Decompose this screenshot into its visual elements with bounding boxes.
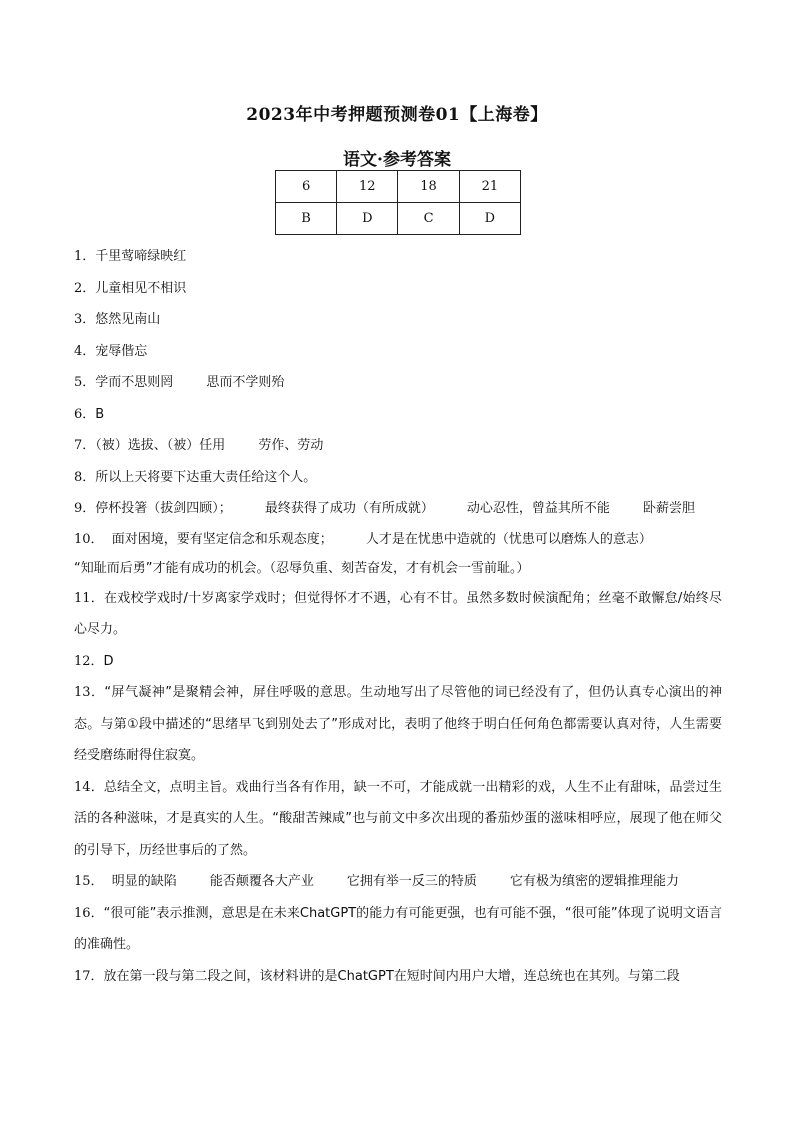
answer-item: [74, 646, 722, 678]
answer-item: [74, 367, 722, 399]
answer-number: 10．: [74, 531, 104, 547]
answer-text: “知耻而后勇”才能有成功的机会。（忍辱负重、刻苦奋发，才有机会一雪前耻。）: [74, 560, 530, 576]
answer-item: [74, 866, 722, 898]
answer-number: 3．: [74, 312, 96, 327]
answer-item: [74, 273, 722, 305]
answer-item: [74, 525, 722, 554]
answer-text: 总结全文，点明主旨。戏曲行当各有作用，缺一不可，才能成就一出精彩的戏，人生不止有甜味，品尝过生活的各种滋味，才是真实的人生。“酸甜苦辣咸”也与前文中多次出现的番茄炒蛋的滋味相呼应，展现了他在师父的引导下，历经世事后的了然。: [74, 779, 722, 858]
table-cell: 12: [337, 171, 398, 203]
answer-item: [74, 961, 722, 993]
answer-table: [275, 170, 521, 235]
answer-number: 8．: [74, 469, 96, 485]
answer-number: 9．: [74, 501, 96, 516]
table-cell: B: [276, 203, 337, 235]
page-title: 2023年中考押题预测卷01【上海卷】: [246, 105, 548, 125]
answer-text: 明显的缺陷 能否颠覆各大产业 它拥有举一反三的特质 它有极为缜密的逻辑推理能力: [103, 874, 679, 889]
table-row-question-numbers: [276, 171, 521, 203]
table-row-answers: [276, 203, 521, 235]
answer-text: 面对困境，要有坚定信念和乐观态度； 人才是在忧患中造就的（忧患可以磨炼人的意志）: [103, 531, 652, 547]
answer-text: 停杯投箸（拔剑四顾）； 最终获得了成功（有所成就） 动心忍性，曾益其所不能 卧薪尝胆: [95, 501, 695, 516]
table-cell: D: [459, 203, 520, 235]
answer-number: 14．: [74, 779, 104, 795]
answer-text: 学而不思则罔 思而不学则殆: [95, 375, 285, 390]
answer-item-continuation: [74, 554, 722, 583]
answer-text: 所以上天将要下达重大责任给这个人。: [95, 469, 317, 485]
answer-item: [74, 772, 722, 867]
answer-text: “屏气凝神”是聚精会神，屏住呼吸的意思。生动地写出了尽管他的词已经没有了，但仍认真专心演出的神态。与第①段中描述的“思绪早飞到别处去了”形成对比，表明了他终于明白任何角色都需要认真对待，人生需要经受磨练耐得住寂寞。: [74, 685, 722, 763]
page-subtitle: 语文·参考答案: [343, 150, 451, 170]
answer-text: 悠然见南山: [95, 312, 161, 327]
answer-text: D: [103, 653, 114, 669]
table-cell: 21: [459, 171, 520, 203]
table-cell: 18: [398, 171, 459, 203]
answer-number: 4．: [74, 343, 96, 359]
answer-number: 7．: [74, 438, 96, 453]
answer-number: 17．: [74, 968, 104, 984]
answer-number: 1．: [74, 249, 96, 264]
answer-item: [74, 898, 722, 961]
answer-number: 12．: [74, 653, 104, 669]
table-cell: 6: [276, 171, 337, 203]
answer-item: [74, 583, 722, 646]
table-cell: D: [337, 203, 398, 235]
answer-number: 5．: [74, 375, 96, 390]
answer-item: [74, 241, 722, 273]
answer-text: 千里莺啼绿映红: [95, 249, 187, 264]
answer-item: [74, 399, 722, 431]
answer-number: 15．: [74, 874, 104, 889]
answer-text: 儿童相见不相识: [95, 280, 187, 296]
answer-number: 16．: [74, 905, 104, 921]
answer-text: 在戏校学戏时/十岁离家学戏时；但觉得怀才不遇，心有不甘。虽然多数时候演配角；丝毫不敢懈怠/始终尽心尽力。: [74, 590, 723, 637]
answer-number: 2．: [74, 280, 96, 296]
answer-number: 6．: [74, 406, 96, 422]
answer-list: [74, 241, 722, 992]
answer-item: [74, 462, 722, 494]
answer-text: （被）选拔、（被）任用 劳作、劳动: [95, 438, 324, 453]
answer-text: “很可能”表示推测，意思是在未来ChatGPT的能力有可能更强，也有可能不强，“很可能”体现了说明文语言的准确性。: [74, 905, 722, 952]
answer-item: [74, 677, 722, 772]
answer-number: 11．: [74, 590, 105, 606]
answer-item: [74, 430, 722, 462]
answer-text: 放在第一段与第二段之间，该材料讲的是ChatGPT在短时间内用户大增，连总统也在其列。与第二段: [103, 968, 680, 984]
table-cell: C: [398, 203, 459, 235]
answer-text: 宠辱偕忘: [95, 343, 148, 359]
answer-text: B: [95, 406, 105, 422]
answer-item: [74, 304, 722, 336]
answer-item: [74, 493, 722, 525]
answer-item: [74, 336, 722, 368]
answer-number: 13．: [74, 685, 105, 700]
